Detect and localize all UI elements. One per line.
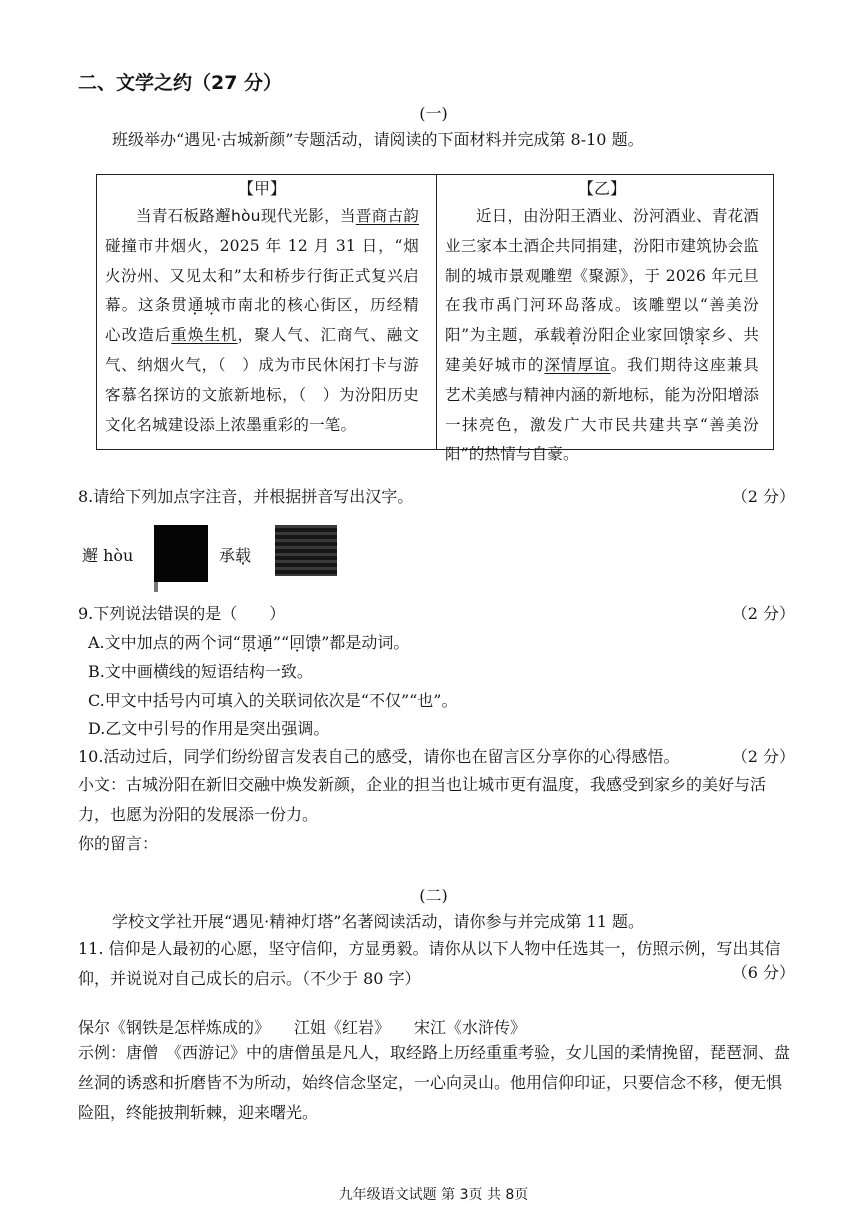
q8-stem: 8.请给下列加点字注音，并根据拼音写出汉字。 (78, 487, 414, 506)
redacted-answer-box (154, 525, 208, 582)
jia-text (105, 202, 419, 440)
q10-xiaowen: 小文：古城汾阳在新旧交融中焕发新颜，企业的担当也让城市更有温度，我感受到家乡的美好与活力，也愿为汾阳的发展添一份力。 (78, 775, 767, 824)
q11-score: （6 分） (731, 963, 795, 982)
q9-option-a-dotted: 馈 (305, 633, 322, 652)
material-jia (97, 175, 427, 440)
part2-heading: (二) (419, 886, 448, 905)
jia-seg: 城市南北的核心街区，历经精心改造后 (105, 296, 420, 345)
redaction-mark (154, 582, 158, 592)
page-footer: 九年级语文试题 第 3页 共 8页 (338, 1187, 529, 1203)
q9-option-a (88, 633, 409, 653)
yi-dotted-char: 回 (662, 326, 679, 345)
yi-dotted-char: 载 (550, 326, 567, 345)
q8-item2-char: 承 (219, 546, 236, 565)
q8-item1: 邂 hòu (82, 546, 134, 565)
section-title: 二、文学之约（27 分） (78, 72, 283, 94)
yi-seg: 近日，由汾阳王酒业、汾河酒业、青花酒业三家本土酒企共同捐建，汾阳市建筑协会监制的城市景观雕塑《聚源》，于 2026 年元旦在我市禹门河环岛落成。该雕塑以“善美汾阳”为主题，承 (445, 207, 760, 345)
redacted-answer-box (275, 525, 337, 576)
part2-intro: 学校文学社开展“遇见·精神灯塔”名著阅读活动，请你参与并完成第 11 题。 (112, 912, 644, 931)
q10-stem: 10.活动过后，同学们纷纷留言发表自己的感受，请你也在留言区分享你的心得感悟。 (78, 747, 680, 766)
jia-seg: 碰撞市井烟火，2025 年 12 月 31 日，“烟火汾州、又见太和”太和桥步行街正式复兴启幕。这条 (105, 236, 419, 315)
yi-seg: 着汾阳企业家 (566, 326, 663, 345)
q8-item2-dotted: 载 (235, 546, 252, 565)
q9-option-d: D.乙文中引号的作用是突出强调。 (88, 719, 330, 738)
jia-seg: 现代光影，当 (260, 207, 356, 225)
material-table (96, 174, 774, 464)
jia-underlined-phrase: 重焕生机 (171, 326, 238, 345)
q9-option-a-seg: ”都是动词。 (321, 633, 410, 652)
q11-stem: 11. 信仰是人最初的心愿，坚守信仰，方显勇毅。请你从以下人物中任选其一，仿照示例，写出其信仰，并说说对自己成长的启示。（不少于 80 字） (78, 939, 781, 988)
q8-item2 (219, 546, 251, 566)
yi-seg: 家乡、共建美好城市的 (445, 326, 760, 374)
q9-option-a-seg: ”“ (272, 633, 290, 652)
yi-text (445, 202, 759, 470)
jia-pinyin: hòu (230, 207, 261, 225)
part1-intro: 班级举办“遇见·古城新颜”专题活动，请阅读的下面材料并完成第 8-10 题。 (112, 130, 644, 149)
q9-option-a-dotted: 通 (256, 633, 273, 652)
q9-option-c: C.甲文中括号内可填入的关联词依次是“不仅”“也”。 (88, 691, 458, 710)
jia-seg: ，聚人气、汇商气、融文气、纳烟火气，（ ）成为市民休闲打卡与游客慕名探访的文旅新地标，（ ）为汾阳历史文化名城建设添上浓墨重彩的一笔。 (105, 326, 420, 434)
q9-option-b: B.文中画横线的短语结构一致。 (88, 662, 313, 681)
jia-underlined-phrase: 晋商古韵 (355, 207, 419, 225)
yi-dotted-char: 馈 (678, 326, 696, 345)
part1-heading: (一) (419, 104, 448, 123)
jia-dotted-char: 通 (187, 296, 205, 315)
jia-label: 【甲】 (237, 179, 286, 198)
jia-seg: 当青石板路邂 (136, 207, 231, 225)
q9-option-a-dotted: 回 (289, 633, 306, 652)
q9-option-a-seg: A.文中加点的两个词“ (88, 633, 241, 652)
q10-your-comment: 你的留言： (78, 834, 159, 853)
yi-seg: 。我们期待这座兼具艺术美感与精神内涵的新地标，能为汾阳增添一抹亮色，激发广大市民共建共享“善美汾阳”的热情与自豪。 (445, 355, 760, 464)
yi-label: 【乙】 (577, 179, 626, 198)
jia-dotted-char: 贯 (171, 296, 188, 315)
q9-score: （2 分） (731, 604, 795, 623)
material-yi (437, 175, 767, 470)
yi-underlined-phrase: 深情厚谊 (544, 355, 611, 374)
q10-score: （2 分） (731, 747, 795, 766)
q11-example: 示例：唐僧 《西游记》中的唐僧虽是凡人，取经路上历经重重考验，女儿国的柔情挽留，琵琶洞、盘丝洞的诱惑和折磨皆不为所动，始终信念坚定，一心向灵山。他用信仰印证，只要信念不移，便无惧险阻，终能披荆斩棘，迎来曙光。 (78, 1043, 791, 1122)
q9-stem: 9.下列说法错误的是（ ） (78, 604, 286, 623)
q9-option-a-dotted: 贯 (240, 633, 257, 652)
q8-score: （2 分） (731, 487, 795, 506)
q11-options: 保尔《钢铁是怎样炼成的》 江姐《红岩》 宋江《水浒传》 (78, 1018, 527, 1037)
